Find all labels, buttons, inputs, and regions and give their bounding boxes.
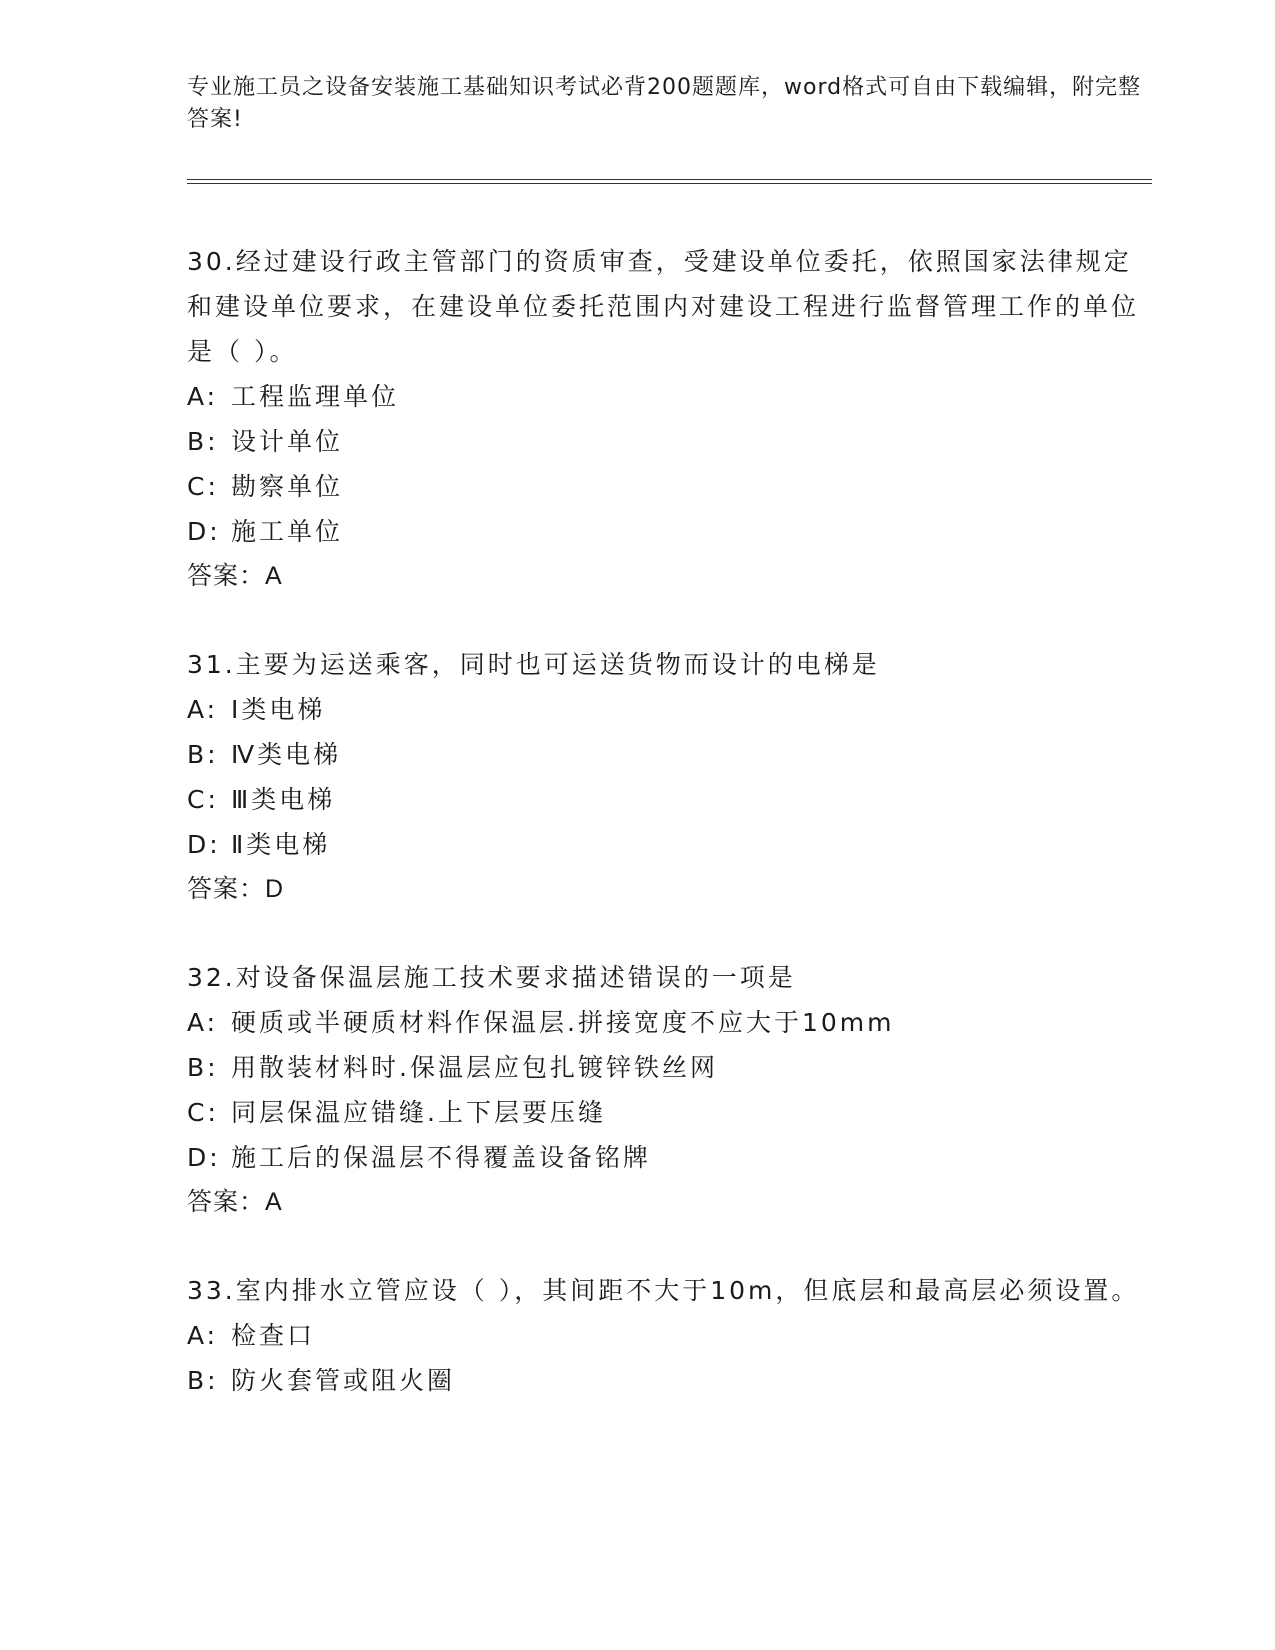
option-text: 施工后的保温层不得覆盖设备铭牌 [231,1143,652,1172]
option-b [187,1358,1152,1403]
option-a [187,1000,1152,1045]
option-letter: B: [187,427,219,456]
option-letter: A: [187,695,219,724]
option-c [187,777,1152,822]
document-header: 专业施工员之设备安装施工基础知识考试必背200题题库，word格式可自由下载编辑，附完整答案! [187,75,1142,132]
answer-line: 答案：A [187,562,283,590]
answer-line: 答案：D [187,875,285,903]
option-letter: C: [187,1098,219,1127]
option-text: Ⅰ类电梯 [231,695,326,724]
option-d [187,509,1152,554]
question-stem: 31.主要为运送乘客，同时也可运送货物而设计的电梯是 [187,650,880,679]
option-text: Ⅲ类电梯 [231,785,336,814]
question-block [187,642,1152,912]
question-stem: 32.对设备保温层施工技术要求描述错误的一项是 [187,963,796,992]
question-block [187,955,1152,1225]
option-text: 检查口 [231,1321,316,1350]
option-d [187,822,1152,867]
question-stem: 30.经过建设行政主管部门的资质审查，受建设单位委托，依照国家法律规定和建设单位要求，在建设单位委托范围内对建设工程进行监督管理工作的单位是（ ）。 [187,247,1140,366]
option-a [187,1313,1152,1358]
option-d [187,1135,1152,1180]
option-text: 施工单位 [231,517,344,546]
option-c [187,464,1152,509]
option-letter: C: [187,472,219,501]
option-letter: A: [187,1008,219,1037]
option-text: Ⅱ类电梯 [231,830,331,859]
option-b [187,732,1152,777]
question-block [187,239,1152,599]
question-stem: 33.室内排水立管应设（ ），其间距不大于10m，但底层和最高层必须设置。 [187,1276,1140,1305]
option-letter: A: [187,1321,219,1350]
question-block [187,1268,1152,1403]
option-a [187,687,1152,732]
option-text: 同层保温应错缝.上下层要压缝 [231,1098,606,1127]
option-letter: B: [187,1366,219,1395]
option-b [187,1045,1152,1090]
answer-line: 答案：A [187,1188,283,1216]
option-text: 勘察单位 [231,472,344,501]
option-letter: B: [187,1053,219,1082]
option-letter: C: [187,785,219,814]
document-page [187,72,1152,1403]
header-divider [187,179,1152,184]
option-text: 硬质或半硬质材料作保温层.拼接宽度不应大于10mm [231,1008,895,1037]
option-letter: D: [187,1143,221,1172]
option-text: 设计单位 [231,427,344,456]
option-c [187,1090,1152,1135]
option-text: 工程监理单位 [231,382,400,411]
option-text: 防火套管或阻火圈 [231,1366,456,1395]
option-letter: A: [187,382,219,411]
option-a [187,374,1152,419]
option-text: Ⅳ类电梯 [231,740,342,769]
option-text: 用散装材料时.保温层应包扎镀锌铁丝网 [231,1053,718,1082]
option-letter: D: [187,517,221,546]
option-b [187,419,1152,464]
option-letter: D: [187,830,221,859]
option-letter: B: [187,740,219,769]
